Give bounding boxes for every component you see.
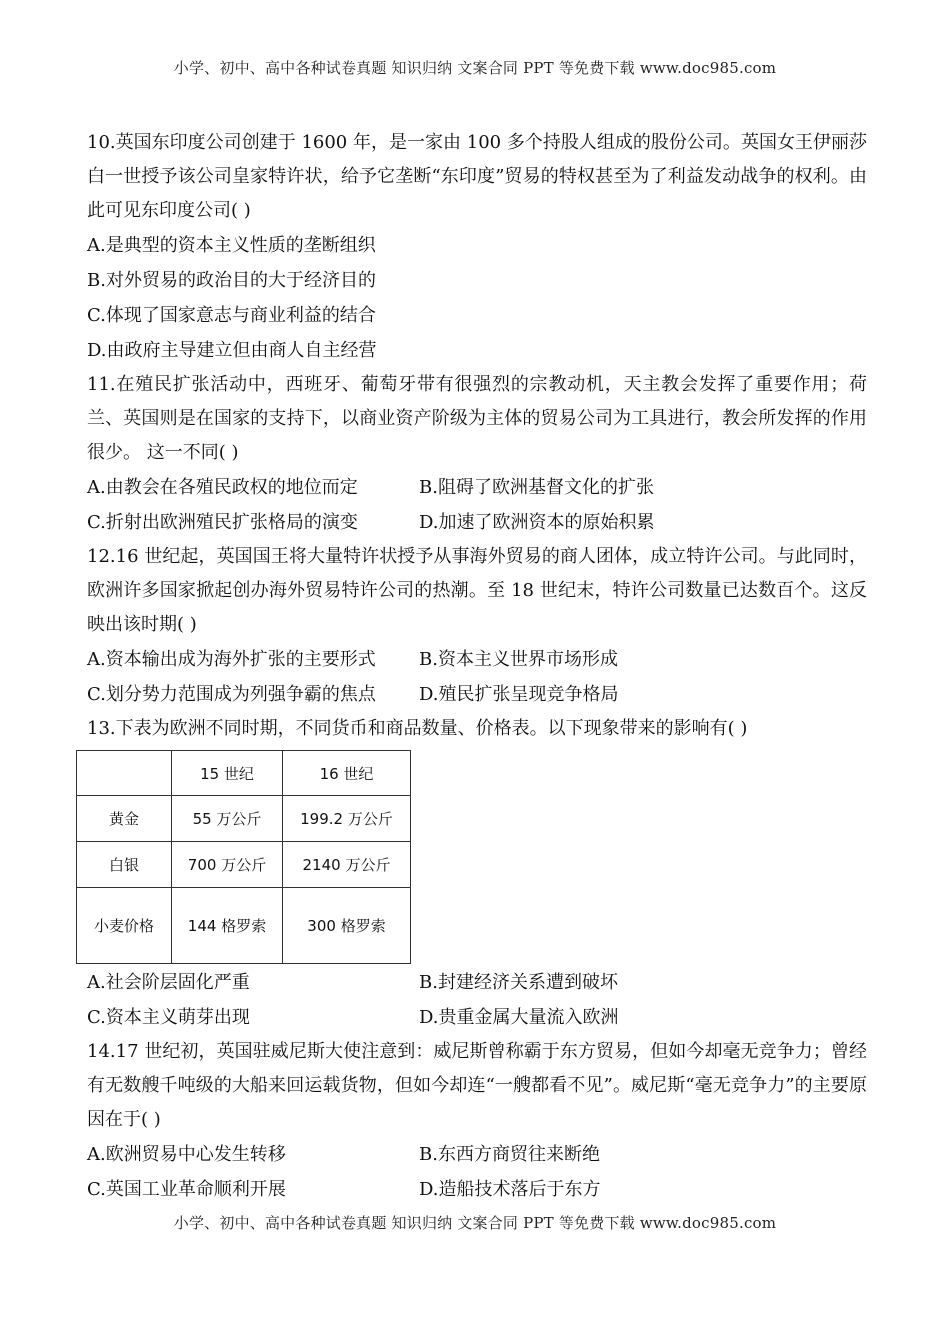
table-cell: 小麦价格 — [77, 888, 172, 964]
question-12-option-c: C.划分势力范围成为列强争霸的焦点 — [87, 684, 376, 705]
question-10-option-b: B.对外贸易的政治目的大于经济目的 — [87, 270, 376, 291]
table-cell: 300 格罗索 — [283, 888, 411, 964]
question-11-options-row-1 — [87, 470, 867, 505]
question-12-option-a: A.资本输出成为海外扩张的主要形式 — [87, 649, 376, 670]
question-14-options-row-1 — [87, 1137, 867, 1172]
question-12-option-b: B.资本主义世界市场形成 — [419, 649, 618, 670]
page-header: 小学、初中、高中各种试卷真题 知识归纳 文案合同 PPT 等免费下载 www.doc985.com — [173, 59, 777, 77]
table-row — [77, 796, 411, 842]
question-14-option-a: A.欧洲贸易中心发生转移 — [87, 1144, 286, 1165]
question-11-option-b: B.阻碍了欧洲基督文化的扩张 — [419, 477, 654, 498]
question-11-stem: 11.在殖民扩张活动中，西班牙、葡萄牙带有很强烈的宗教动机，天主教会发挥了重要作用；荷兰、英国则是在国家的支持下，以商业资产阶级为主体的贸易公司为工具进行，教会所发挥的作用很少。 这一不同( ) — [87, 374, 867, 463]
table-cell: 144 格罗索 — [172, 888, 283, 964]
page-footer: 小学、初中、高中各种试卷真题 知识归纳 文案合同 PPT 等免费下载 www.doc985.com — [173, 1214, 777, 1232]
question-13-option-d: D.贵重金属大量流入欧洲 — [419, 1007, 619, 1028]
question-14-option-c: C.英国工业革命顺利开展 — [87, 1179, 286, 1200]
question-11-option-a: A.由教会在各殖民政权的地位而定 — [87, 477, 358, 498]
question-13-option-c: C.资本主义萌芽出现 — [87, 1007, 250, 1028]
question-10-option-c: C.体现了国家意志与商业利益的结合 — [87, 305, 376, 326]
table-header-cell: 16 世纪 — [283, 751, 411, 796]
table-cell: 白银 — [77, 842, 172, 888]
question-12-options-row-2 — [87, 677, 867, 712]
question-13-option-a: A.社会阶层固化严重 — [87, 972, 250, 993]
question-13-stem: 13.下表为欧洲不同时期，不同货币和商品数量、价格表。以下现象带来的影响有( ) — [87, 718, 748, 739]
data-table — [76, 750, 411, 964]
question-10-option-d: D.由政府主导建立但由商人自主经营 — [87, 340, 377, 361]
question-13-options-row-1 — [87, 965, 867, 1000]
table-cell: 2140 万公斤 — [283, 842, 411, 888]
question-11-option-c: C.折射出欧洲殖民扩张格局的演变 — [87, 512, 358, 533]
question-12-options-row-1 — [87, 642, 867, 677]
question-14-option-b: B.东西方商贸往来断绝 — [419, 1144, 600, 1165]
question-12-option-d: D.殖民扩张呈现竞争格局 — [419, 684, 619, 705]
table-cell: 700 万公斤 — [172, 842, 283, 888]
question-11-options-row-2 — [87, 505, 867, 540]
table-header-cell: 15 世纪 — [172, 751, 283, 796]
question-11-option-d: D.加速了欧洲资本的原始积累 — [419, 512, 655, 533]
table-cell: 199.2 万公斤 — [283, 796, 411, 842]
table-cell: 55 万公斤 — [172, 796, 283, 842]
table-header-cell — [77, 751, 172, 796]
exam-content — [87, 126, 867, 1207]
question-14-option-d: D.造船技术落后于东方 — [419, 1179, 601, 1200]
question-10-option-a: A.是典型的资本主义性质的垄断组织 — [87, 235, 376, 256]
question-14-options-row-2 — [87, 1172, 867, 1207]
table-row — [77, 888, 411, 964]
question-13-option-b: B.封建经济关系遭到破坏 — [419, 972, 618, 993]
table-header-row — [77, 751, 411, 796]
question-12-stem: 12.16 世纪起，英国国王将大量特许状授予从事海外贸易的商人团体，成立特许公司。与此同时，欧洲许多国家掀起创办海外贸易特许公司的热潮。至 18 世纪末，特许公司数量已达数百个。这反映出该时期( ) — [87, 546, 867, 635]
question-13-options-row-2 — [87, 1000, 867, 1035]
table-row — [77, 842, 411, 888]
question-14-stem: 14.17 世纪初，英国驻威尼斯大使注意到：威尼斯曾称霸于东方贸易，但如今却毫无竞争力；曾经有无数艘千吨级的大船来回运载货物，但如今却连“一艘都看不见”。威尼斯“毫无竞争力”的主要原因在于( ) — [87, 1041, 867, 1130]
table-cell: 黄金 — [77, 796, 172, 842]
question-10-stem: 10.英国东印度公司创建于 1600 年，是一家由 100 多个持股人组成的股份公司。英国女王伊丽莎白一世授予该公司皇家特许状，给予它垄断“东印度”贸易的特权甚至为了利益发动战争的权利。由此可见东印度公司( ) — [87, 132, 867, 221]
